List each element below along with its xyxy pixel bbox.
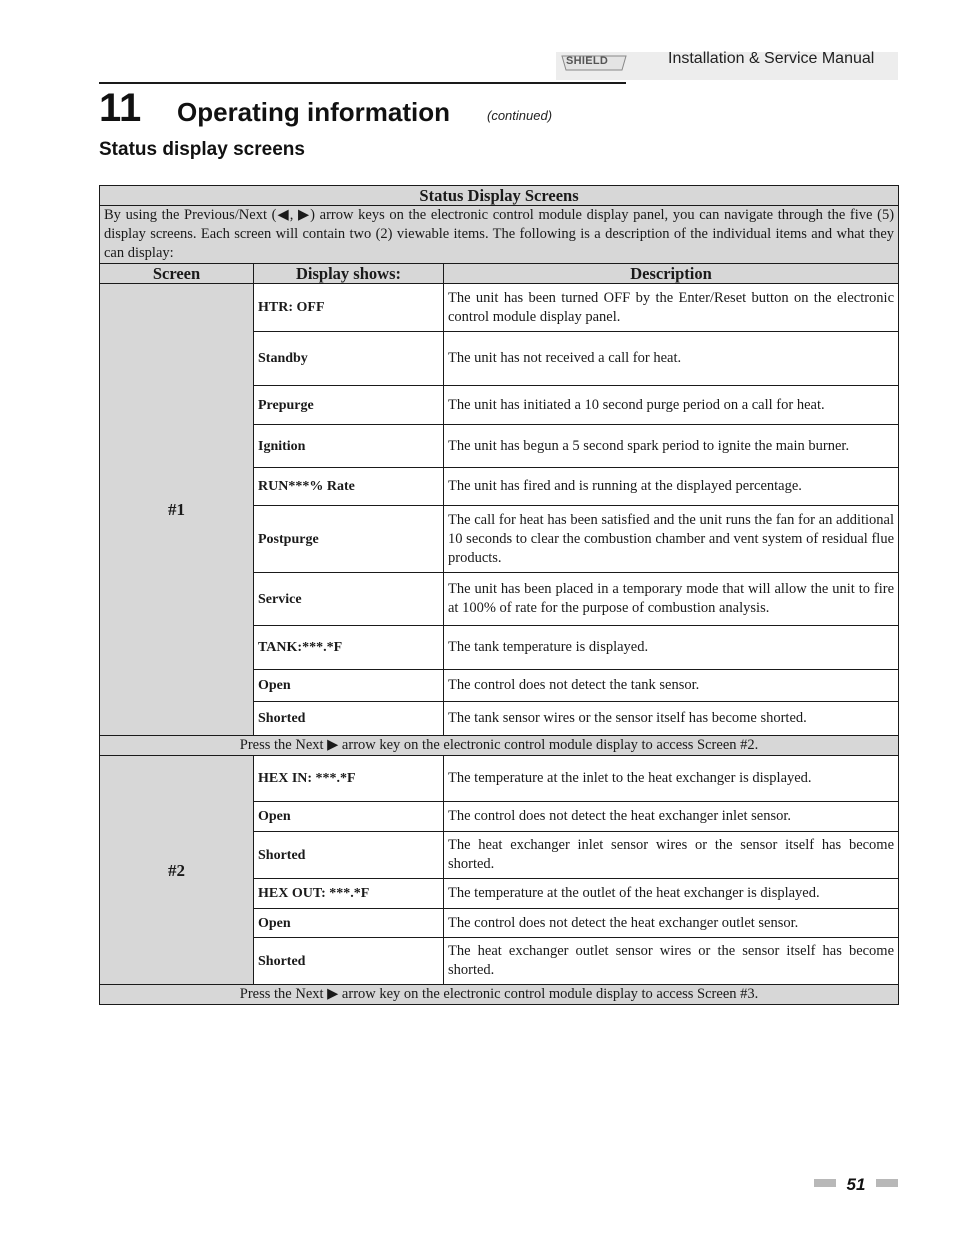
table-row — [100, 284, 899, 332]
description-text: The control does not detect the heat exchanger outlet sensor. — [444, 909, 899, 938]
screen-number: #1 — [100, 284, 254, 736]
display-value: RUN***% Rate — [254, 468, 444, 506]
table-title: Status Display Screens — [100, 186, 899, 206]
display-value: Standby — [254, 332, 444, 386]
display-value: Shorted — [254, 832, 444, 879]
page-number: 51 — [846, 1175, 866, 1194]
column-header-display: Display shows: — [254, 264, 444, 284]
display-value: Open — [254, 670, 444, 702]
display-value: Shorted — [254, 702, 444, 736]
description-text: The unit has been placed in a temporary mode that will allow the unit to fire at 100% of rate for the purpose of combustion analysis. — [444, 573, 899, 626]
display-value: Open — [254, 802, 444, 832]
description-text: The unit has fired and is running at the displayed percentage. — [444, 468, 899, 506]
manual-title: Installation & Service Manual — [668, 50, 875, 67]
description-text: The unit has begun a 5 second spark period to ignite the main burner. — [444, 425, 899, 468]
display-value: Prepurge — [254, 386, 444, 425]
display-value: Postpurge — [254, 506, 444, 573]
description-text: The tank temperature is displayed. — [444, 626, 899, 670]
description-text: The unit has initiated a 10 second purge period on a call for heat. — [444, 386, 899, 425]
description-text: The temperature at the outlet of the heat exchanger is displayed. — [444, 879, 899, 909]
description-text: The unit has not received a call for heat. — [444, 332, 899, 386]
description-text: The heat exchanger inlet sensor wires or the sensor itself has become shorted. — [444, 832, 899, 879]
description-text: The temperature at the inlet to the heat exchanger is displayed. — [444, 756, 899, 802]
display-value: Shorted — [254, 938, 444, 985]
description-text: The unit has been turned OFF by the Enter/Reset button on the electronic control module display panel. — [444, 284, 899, 332]
footer-bar-left — [814, 1179, 836, 1187]
status-display-table — [99, 185, 899, 1005]
display-value: HEX OUT: ***.*F — [254, 879, 444, 909]
header-rule — [99, 82, 626, 84]
continued-label: (continued) — [487, 108, 553, 123]
navigation-note: Press the Next ▶ arrow key on the electronic control module display to access Screen #2. — [100, 736, 899, 756]
screen-number: #2 — [100, 756, 254, 985]
table-intro: By using the Previous/Next (◀, ▶) arrow keys on the electronic control module display panel, you can navigate through the five (5) display screens. Each screen will contain two (2) viewable items. The following is a description of the individual items and what they can display: — [100, 206, 899, 264]
display-value: Ignition — [254, 425, 444, 468]
description-text: The control does not detect the heat exchanger inlet sensor. — [444, 802, 899, 832]
chapter-number: 11 — [99, 86, 142, 130]
navigation-row — [100, 736, 899, 756]
column-header-description: Description — [444, 264, 899, 284]
display-value: TANK:***.*F — [254, 626, 444, 670]
display-value: Service — [254, 573, 444, 626]
logo-text: SHIELD — [566, 55, 609, 67]
chapter-title: Operating information — [177, 97, 450, 127]
column-header-screen: Screen — [100, 264, 254, 284]
description-text: The heat exchanger outlet sensor wires or the sensor itself has become shorted. — [444, 938, 899, 985]
table-row — [100, 756, 899, 802]
navigation-row — [100, 985, 899, 1005]
display-value: HEX IN: ***.*F — [254, 756, 444, 802]
navigation-note: Press the Next ▶ arrow key on the electronic control module display to access Screen #3. — [100, 985, 899, 1005]
section-title: Status display screens — [99, 139, 305, 160]
display-value: HTR: OFF — [254, 284, 444, 332]
footer-bar-right — [876, 1179, 898, 1187]
description-text: The tank sensor wires or the sensor itself has become shorted. — [444, 702, 899, 736]
display-value: Open — [254, 909, 444, 938]
description-text: The control does not detect the tank sensor. — [444, 670, 899, 702]
description-text: The call for heat has been satisfied and the unit runs the fan for an additional 10 seconds to clear the combustion chamber and vent system of residual flue products. — [444, 506, 899, 573]
